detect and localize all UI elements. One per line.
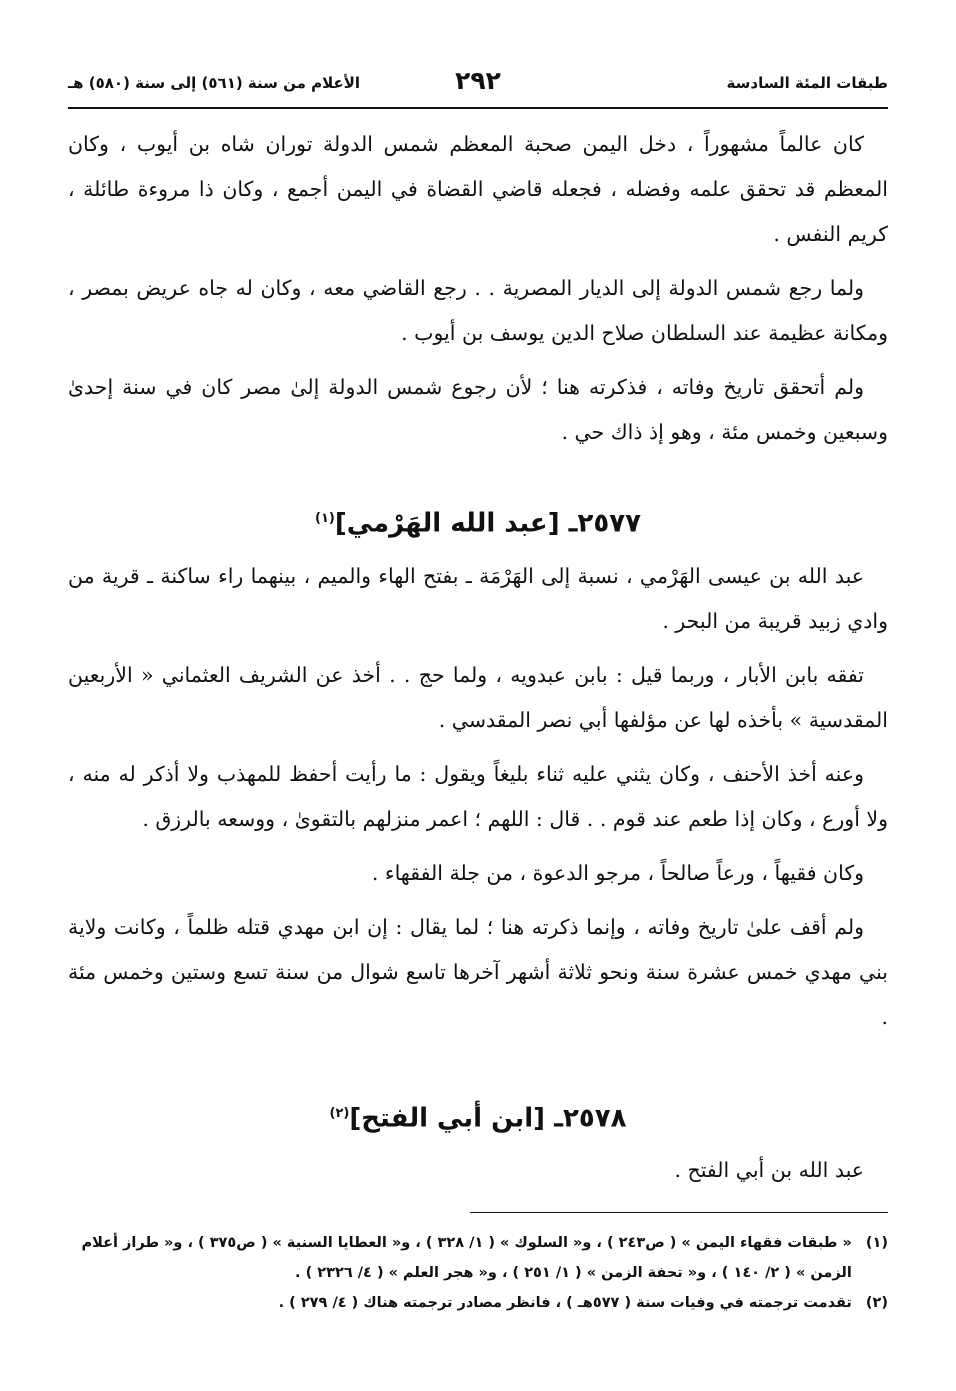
header-rule: [68, 107, 888, 109]
paragraph: وكان فقيهاً ، ورعاً صالحاً ، مرجو الدعوة ، من جلة الفقهاء .: [371, 860, 864, 885]
paragraph: ولم أقف علىٰ تاريخ وفاته ، وإنما ذكرته هنا ؛ لما يقال : إن ابن مهدي قتله ظلماً ، وكانت ولاية بني مهدي خمس عشرة سنة ونحو ثلاثة أشهر آخرها تاسع شوال من سنة تسع وستين وخمس مئة .: [68, 914, 888, 1029]
entry-title-2577: [68, 495, 888, 548]
footnote-mark: (٢): [865, 1295, 888, 1311]
page-header: [68, 62, 888, 102]
footnote-text: « طبقات فقهاء اليمن » ( ص٢٤٣ ) ، و« السلوك » ( ١/ ٣٢٨ ) ، و« العطايا السنية » ( ص٣٧٥ ) ، و« طراز أعلام الزمن » ( ٢/ ١٤٠ ) ، و« تحفة الزمن » ( ١/ ٢٥١ ) ، و« هجر العلم » ( ٤/ ٢٣٢٦ ) .: [81, 1235, 852, 1281]
main-text: [68, 122, 888, 1202]
footnote-item: [68, 1228, 888, 1288]
running-title-left: الأعلام من سنة (٥٦١) إلى سنة (٥٨٠) هـ: [68, 74, 361, 92]
paragraph: عبد الله بن عيسى الهَرْمي ، نسبة إلى الهَرْمَة ـ بفتح الهاء والميم ، بينهما راء ساكنة ـ قرية من وادي زبيد قريبة من البحر .: [68, 563, 888, 633]
footnote-ref[interactable]: (٢): [329, 1105, 350, 1121]
paragraph: وعنه أخذ الأحنف ، وكان يثني عليه ثناء بليغاً ويقول : ما رأيت أحفظ للمهذب ولا أذكر له منه ، ولا أورع ، وكان إذا طعم عند قوم . . قال : اللهم ؛ اعمر منزلهم بالتقوىٰ ، ووسعه بالرزق .: [68, 761, 888, 831]
paragraph: تفقه بابن الأبار ، وربما قيل : بابن عبدويه ، ولما حج . . أخذ عن الشريف العثماني « الأربعين المقدسية » بأخذه لها عن مؤلفها أبي نصر المقدسي .: [68, 662, 888, 732]
footnote-item: [68, 1288, 888, 1318]
footnote-ref[interactable]: (١): [315, 511, 335, 526]
footnotes: [68, 1228, 888, 1318]
entry-title-text: ٢٥٧٧ـ [عبد الله الهَرْمي]: [334, 508, 641, 539]
paragraph: ولما رجع شمس الدولة إلى الديار المصرية . . رجع القاضي معه ، وكان له جاه عريض بمصر ، ومكانة عظيمة عند السلطان صلاح الدين يوسف بن أيوب .: [68, 276, 888, 345]
footnote-text: تقدمت ترجمته في وفيات سنة ( ٥٧٧هـ ) ، فانظر مصادر ترجمته هناك ( ٤/ ٢٧٩ ) .: [278, 1295, 852, 1311]
paragraph: ولم أتحقق تاريخ وفاته ، فذكرته هنا ؛ لأن رجوع شمس الدولة إلىٰ مصر كان في سنة إحدىٰ وسبعين وخمس مئة ، وهو إذ ذاك حي .: [68, 375, 888, 444]
entry-title-2578: [68, 1090, 888, 1143]
footnote-mark: (١): [865, 1235, 888, 1251]
page-number: ٢٩٢: [455, 66, 501, 95]
paragraph: عبد الله بن أبي الفتح .: [674, 1158, 864, 1183]
paragraph: كان عالماً مشهوراً ، دخل اليمن صحبة المعظم شمس الدولة توران شاه بن أيوب ، وكان المعظم قد تحقق علمه وفضله ، فجعله قاضي القضاة في اليمن أجمع ، وكان ذا مروءة طائلة ، كريم النفس .: [68, 132, 888, 246]
running-title-right: طبقات المئة السادسة: [726, 74, 888, 92]
entry-title-text: ٢٥٧٨ـ [ابن أبي الفتح]: [349, 1103, 627, 1134]
footnote-rule: [470, 1212, 888, 1213]
